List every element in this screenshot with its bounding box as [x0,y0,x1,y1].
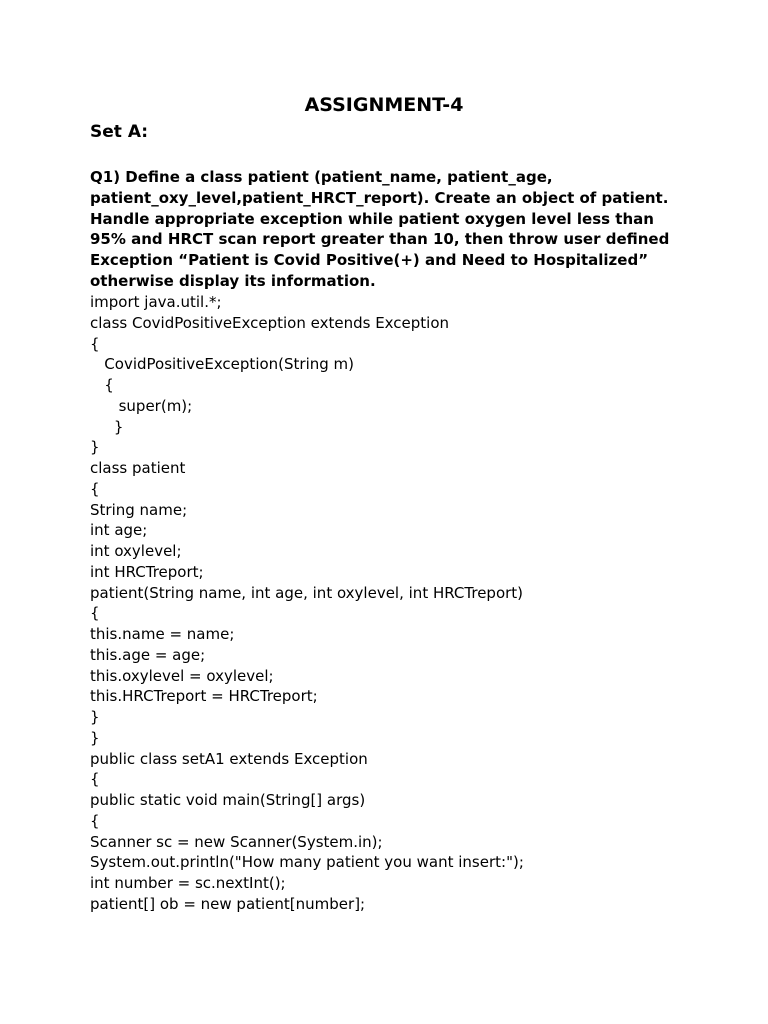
code-line: super(m); [90,396,193,415]
code-line: import java.util.*; [90,293,222,311]
question-line: Exception “Patient is Covid Positive(+) and Need to Hospitalized” [90,251,649,270]
code-line: class patient [90,459,186,477]
code-line: this.age = age; [90,645,206,664]
code-line: { [90,811,100,830]
code-line: patient(String name, int age, int oxylevel, int HRCTreport) [90,583,524,602]
code-line: } [90,438,100,457]
code-listing [90,292,710,915]
code-line: { [90,376,114,394]
code-line: { [90,334,100,353]
code-line: public class setA1 extends Exception [90,749,368,768]
code-line: } [90,728,100,747]
question-line: patient_oxy_level,patient_HRCT_report). Create an object of patient. [90,188,669,207]
code-line: int age; [90,521,148,540]
code-line: class CovidPositiveException extends Exception [90,313,450,332]
code-line: System.out.println("How many patient you want insert:"); [90,853,524,872]
code-line: } [90,417,124,436]
code-line: int HRCTreport; [90,562,204,581]
code-line: int oxylevel; [90,542,182,560]
code-line: Scanner sc = new Scanner(System.in); [90,832,383,851]
code-line: String name; [90,500,188,519]
code-line: this.oxylevel = oxylevel; [90,666,274,685]
question-line: 95% and HRCT scan report greater than 10, then throw user defined [90,230,670,249]
question-text [90,167,690,292]
code-line: CovidPositiveException(String m) [90,355,355,374]
question-line: Handle appropriate exception while patient oxygen level less than [90,209,654,228]
code-line: int number = sc.nextInt(); [90,874,286,892]
question-line: otherwise display its information. [90,271,376,290]
code-line: { [90,479,100,498]
code-line: this.name = name; [90,625,235,643]
code-line: this.HRCTreport = HRCTreport; [90,687,318,706]
code-line: { [90,604,100,623]
code-line: public static void main(String[] args) [90,791,366,809]
code-line: { [90,770,100,789]
assignment-title: ASSIGNMENT-4 [304,94,464,116]
question-line: Q1) Define a class patient (patient_name, patient_age, [90,168,553,186]
code-line: } [90,708,100,726]
set-heading: Set A: [90,122,149,142]
code-line: patient[] ob = new patient[number]; [90,894,366,913]
